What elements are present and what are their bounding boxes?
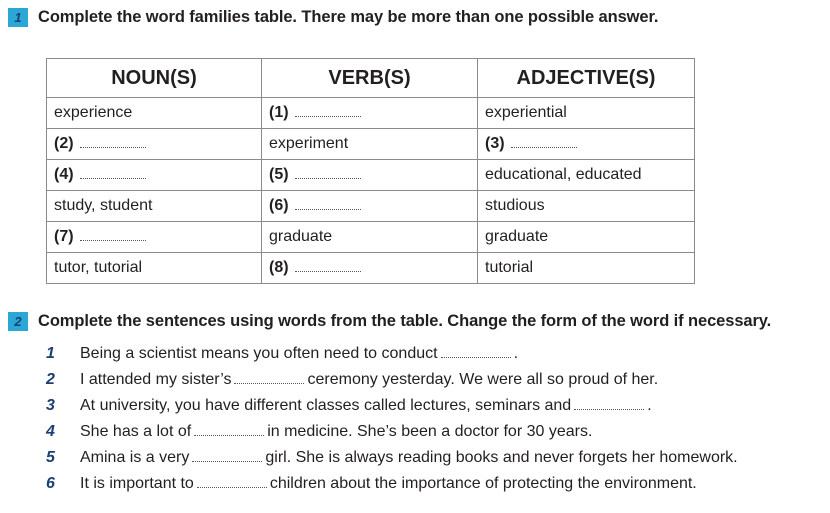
- table-cell-noun: [47, 98, 262, 129]
- table-header-row: [47, 59, 695, 98]
- answer-blank[interactable]: [80, 228, 146, 241]
- sentence-text-before: It is important to: [80, 475, 194, 492]
- sentence-text-before: Being a scientist means you often need to conduct: [80, 345, 438, 362]
- table-cell-noun: [47, 129, 262, 160]
- word-families-table: [46, 58, 695, 284]
- sentence-text-after: .: [647, 397, 652, 414]
- sentence-text-after: girl. She is always reading books and never forgets her homework.: [265, 449, 738, 466]
- cell-text: experience: [54, 104, 133, 121]
- exercise-number-badge: 2: [8, 312, 28, 331]
- header-verbs: VERB(S): [262, 59, 478, 98]
- table-cell-verb: [262, 160, 478, 191]
- table-row: [47, 98, 695, 129]
- blank-number: (5): [269, 166, 289, 183]
- table-row: [47, 253, 695, 284]
- table-cell-verb: [262, 98, 478, 129]
- table-cell-adj: [478, 160, 695, 191]
- header-nouns: NOUN(S): [47, 59, 262, 98]
- answer-blank[interactable]: [295, 166, 361, 179]
- blank-number: (7): [54, 228, 74, 245]
- table-cell-noun: [47, 191, 262, 222]
- sentence-number: 6: [46, 475, 55, 492]
- sentence-text-after: in medicine. She’s been a doctor for 30 years.: [267, 423, 593, 440]
- sentence-number: 2: [46, 371, 55, 388]
- sentence-item: [46, 345, 738, 371]
- answer-blank[interactable]: [192, 449, 262, 462]
- cell-text: studious: [485, 197, 545, 214]
- cell-text: experiential: [485, 104, 567, 121]
- table-row: [47, 129, 695, 160]
- sentence-number: 5: [46, 449, 55, 466]
- cell-text: tutorial: [485, 259, 534, 276]
- exercise-1-header: [8, 8, 658, 27]
- table-cell-adj: [478, 191, 695, 222]
- sentence-text-before: She has a lot of: [80, 423, 192, 440]
- sentence-item: [46, 397, 738, 423]
- sentence-text-after: .: [513, 345, 519, 362]
- table-row: [47, 222, 695, 253]
- answer-blank[interactable]: [574, 397, 644, 410]
- sentence-text-after: ceremony yesterday. We were all so proud of her.: [307, 371, 659, 388]
- blank-number: (4): [54, 166, 74, 183]
- table-row: [47, 160, 695, 191]
- table-cell-noun: [47, 253, 262, 284]
- cell-text: study, student: [54, 197, 153, 214]
- answer-blank[interactable]: [295, 197, 361, 210]
- exercise-2-header: [8, 312, 771, 331]
- blank-number: (3): [485, 135, 505, 152]
- sentence-item: [46, 371, 738, 397]
- answer-blank[interactable]: [234, 371, 304, 384]
- answer-blank[interactable]: [197, 475, 267, 488]
- cell-text: graduate: [485, 228, 549, 245]
- table-cell-verb: [262, 129, 478, 160]
- exercise-1-instruction: Complete the word families table. There may be more than one possible answer.: [38, 8, 659, 26]
- answer-blank[interactable]: [80, 166, 146, 179]
- answer-blank[interactable]: [441, 345, 511, 358]
- answer-blank[interactable]: [80, 135, 146, 148]
- table-cell-verb: [262, 253, 478, 284]
- sentence-item: [46, 423, 738, 449]
- sentence-number: 3: [46, 397, 55, 414]
- table-cell-adj: [478, 129, 695, 160]
- sentence-text-after: children about the importance of protecting the environment.: [269, 475, 697, 492]
- table-cell-noun: [47, 222, 262, 253]
- blank-number: (6): [269, 197, 289, 214]
- table-cell-adj: [478, 222, 695, 253]
- sentence-list: [46, 345, 738, 501]
- exercise-2-instruction: Complete the sentences using words from the table. Change the form of the word if necessary.: [38, 312, 772, 330]
- blank-number: (1): [269, 104, 289, 121]
- table-cell-verb: [262, 191, 478, 222]
- cell-text: educational, educated: [485, 166, 642, 183]
- answer-blank[interactable]: [295, 259, 361, 272]
- answer-blank[interactable]: [295, 104, 361, 117]
- table-cell-adj: [478, 98, 695, 129]
- sentence-item: [46, 449, 738, 475]
- table-cell-adj: [478, 253, 695, 284]
- exercise-number-badge: 1: [8, 8, 28, 27]
- blank-number: (8): [269, 259, 289, 276]
- cell-text: experiment: [269, 135, 349, 152]
- blank-number: (2): [54, 135, 74, 152]
- cell-text: tutor, tutorial: [54, 259, 143, 276]
- sentence-text-before: I attended my sister’s: [80, 371, 232, 388]
- table-cell-verb: [262, 222, 478, 253]
- table-row: [47, 191, 695, 222]
- sentence-item: [46, 475, 738, 501]
- sentence-number: 4: [46, 423, 55, 440]
- sentence-text-before: At university, you have different classes called lectures, seminars and: [80, 397, 572, 414]
- sentence-text-before: Amina is a very: [80, 449, 190, 466]
- answer-blank[interactable]: [194, 423, 264, 436]
- answer-blank[interactable]: [511, 135, 577, 148]
- cell-text: graduate: [269, 228, 333, 245]
- table-cell-noun: [47, 160, 262, 191]
- header-adjectives: ADJECTIVE(S): [478, 59, 695, 98]
- sentence-number: 1: [46, 345, 55, 362]
